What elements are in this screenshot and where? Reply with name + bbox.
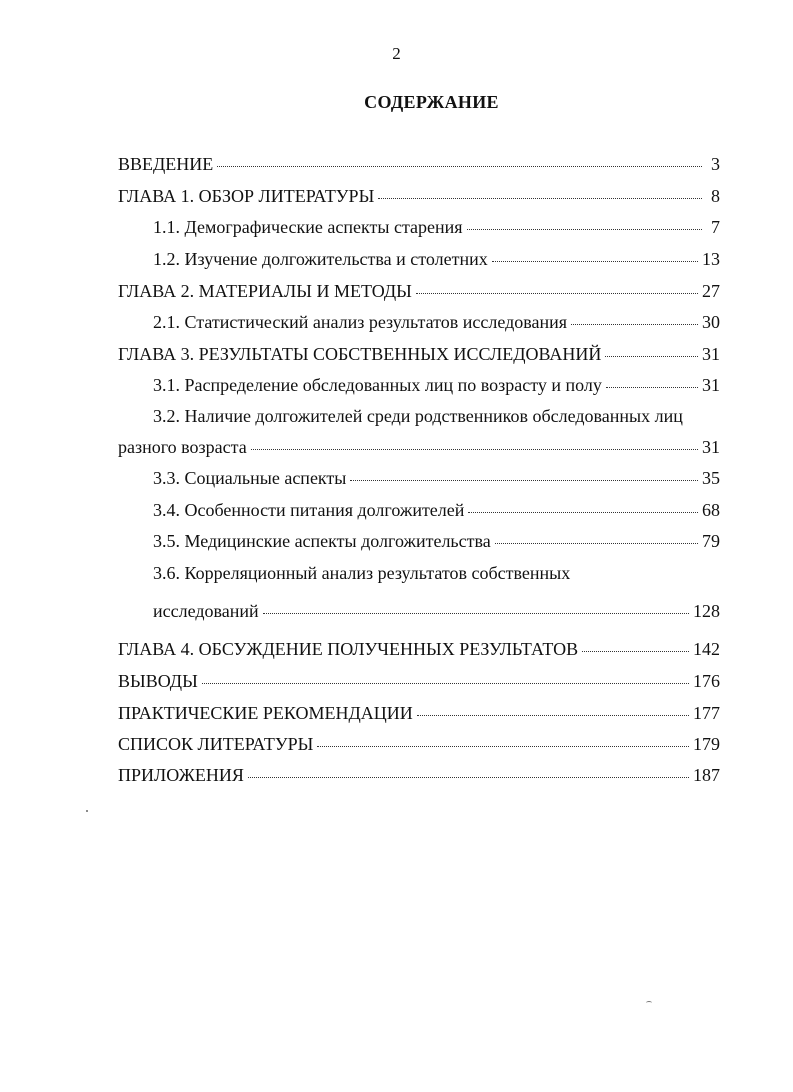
- toc-entry-page: 179: [693, 734, 720, 754]
- toc-entry-section-3-3: [153, 467, 720, 489]
- dot-leader: [317, 746, 689, 747]
- toc-entry-section-3-4: [153, 499, 720, 521]
- dot-leader: [417, 715, 689, 716]
- dot-leader: [251, 449, 698, 450]
- toc-entry-page: 187: [693, 765, 720, 785]
- toc-entry-title: 3.3. Социальные аспекты: [153, 468, 347, 488]
- toc-entry-title: 2.1. Статистический анализ результатов исследования: [153, 312, 568, 332]
- dot-leader: [217, 166, 702, 167]
- toc-entry-page: 13: [702, 249, 720, 269]
- toc-entry-page: 27: [702, 281, 720, 301]
- toc-entry-page: 35: [702, 468, 720, 488]
- toc-entry-page: 31: [702, 344, 720, 364]
- toc-entry-page: 128: [693, 601, 720, 621]
- toc-entry-title: разного возраста: [118, 437, 247, 457]
- toc-entry-page: 31: [702, 375, 720, 395]
- toc-entry-title: 3.4. Особенности питания долгожителей: [153, 500, 465, 520]
- dot-leader: [416, 293, 698, 294]
- dot-leader: [248, 777, 689, 778]
- dot-leader: [571, 324, 698, 325]
- toc-entry-section-3-6-line1: 3.6. Корреляционный анализ результатов собственных: [153, 563, 571, 583]
- toc-entry-chapter-3: [118, 343, 720, 365]
- dot-leader: [202, 683, 689, 684]
- scan-mark: [646, 1001, 652, 1005]
- toc-entry-section-2-1: [153, 311, 720, 333]
- toc-entry-title: ГЛАВА 3. РЕЗУЛЬТАТЫ СОБСТВЕННЫХ ИССЛЕДОВАНИЙ: [118, 344, 602, 364]
- toc-entry-page: 30: [702, 312, 720, 332]
- toc-entry-chapter-4: [118, 638, 720, 660]
- toc-entry-references: [118, 733, 720, 755]
- dot-leader: [468, 512, 698, 513]
- dot-leader: [492, 261, 698, 262]
- dot-leader: [605, 356, 698, 357]
- toc-entry-title: ПРИЛОЖЕНИЯ: [118, 765, 244, 785]
- toc-entry-conclusions: [118, 670, 720, 692]
- toc-entry-section-3-1: [153, 374, 720, 396]
- toc-entry-page: 7: [711, 217, 720, 237]
- dot-leader: [582, 651, 689, 652]
- toc-entry-title: ВВЕДЕНИЕ: [118, 154, 214, 174]
- toc-entry-page: 3: [711, 154, 720, 174]
- toc-entry-page: 176: [693, 671, 720, 691]
- toc-entry-title: ВЫВОДЫ: [118, 671, 198, 691]
- toc-entry-page: 177: [693, 703, 720, 723]
- toc-entry-title: 3.1. Распределение обследованных лиц по возрасту и полу: [153, 375, 602, 395]
- toc-entry-section-3-6: [153, 600, 720, 622]
- toc-entry-section-3-2: [118, 436, 720, 458]
- toc-entry-page: 8: [711, 186, 720, 206]
- toc-entry-section-3-5: [153, 530, 720, 552]
- toc-entry-section-3-2-line1: 3.2. Наличие долгожителей среди родственников обследованных лиц: [153, 406, 683, 426]
- dot-leader: [263, 613, 689, 614]
- toc-entry-chapter-2: [118, 280, 720, 302]
- toc-entry-title: СПИСОК ЛИТЕРАТУРЫ: [118, 734, 314, 754]
- toc-entry-appendices: [118, 764, 720, 786]
- toc-entry-page: 79: [702, 531, 720, 551]
- toc-entry-title: ГЛАВА 2. МАТЕРИАЛЫ И МЕТОДЫ: [118, 281, 412, 301]
- dot-leader: [467, 229, 702, 230]
- dot-leader: [606, 387, 698, 388]
- toc-entry-page: 142: [693, 639, 720, 659]
- dot-leader: [378, 198, 702, 199]
- toc-entry-title: исследований: [153, 601, 259, 621]
- page-title: СОДЕРЖАНИЕ: [364, 92, 499, 112]
- toc-entry-title: 1.2. Изучение долгожительства и столетних: [153, 249, 488, 269]
- toc-entry-page: 31: [702, 437, 720, 457]
- toc-entry-section-1-1: [153, 216, 720, 238]
- toc-entry-title: 1.1. Демографические аспекты старения: [153, 217, 463, 237]
- toc-entry-chapter-1: [118, 185, 720, 207]
- toc-entry-title: ГЛАВА 1. ОБЗОР ЛИТЕРАТУРЫ: [118, 186, 375, 206]
- dot-leader: [350, 480, 698, 481]
- toc-entry-title: 3.5. Медицинские аспекты долгожительства: [153, 531, 491, 551]
- scan-speck: [86, 810, 88, 812]
- toc-entry-title: ПРАКТИЧЕСКИЕ РЕКОМЕНДАЦИИ: [118, 703, 413, 723]
- toc-entry-title: ГЛАВА 4. ОБСУЖДЕНИЕ ПОЛУЧЕННЫХ РЕЗУЛЬТАТОВ: [118, 639, 579, 659]
- toc-entry-section-1-2: [153, 248, 720, 270]
- dot-leader: [495, 543, 698, 544]
- toc-entry-recommendations: [118, 702, 720, 724]
- page-number: 2: [392, 44, 401, 63]
- toc-entry-page: 68: [702, 500, 720, 520]
- toc-entry-introduction: [118, 153, 720, 175]
